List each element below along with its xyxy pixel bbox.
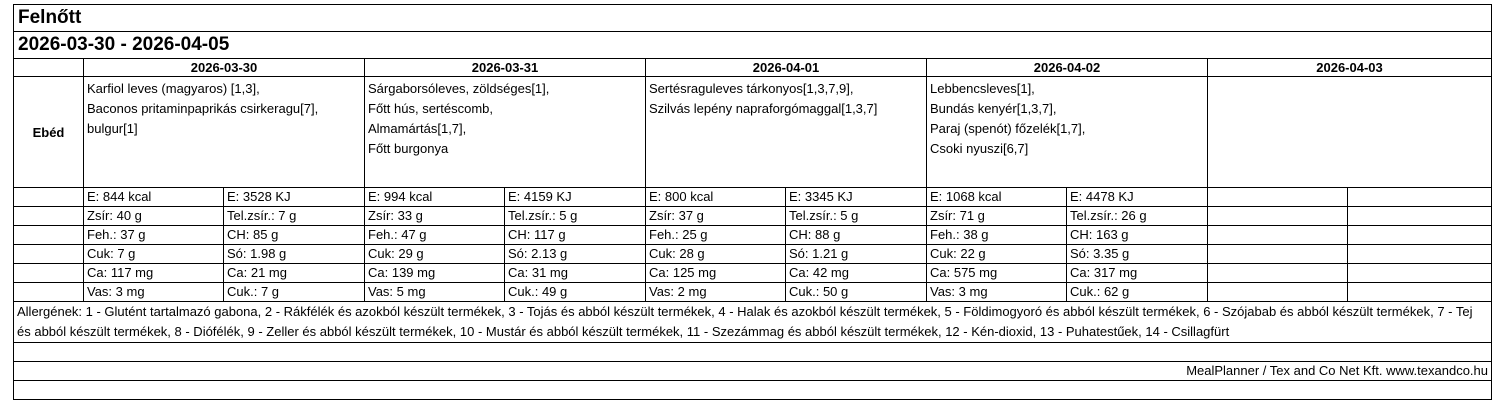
menu-item: Paraj (spenót) főzelék[1,7], — [930, 121, 1086, 136]
menu-item: Almamártás[1,7], — [368, 121, 467, 136]
nutrition-value — [1348, 188, 1492, 207]
nutrition-value: Cuk: 7 g — [84, 245, 224, 264]
nutrition-value: E: 4478 KJ — [1067, 188, 1208, 207]
nutrition-value: E: 3345 KJ — [786, 188, 927, 207]
nutrition-value: Ca: 117 mg — [84, 264, 224, 283]
nutrition-value: Tel.zsír.: 5 g — [505, 207, 646, 226]
day-date: 2026-04-01 — [646, 59, 927, 77]
nutrition-value: Cuk.: 62 g — [1067, 283, 1208, 302]
nutrition-value: E: 994 kcal — [365, 188, 505, 207]
nutrition-value — [1208, 283, 1348, 302]
nutrition-value: Vas: 5 mg — [365, 283, 505, 302]
day-menu — [84, 77, 365, 188]
menu-row — [14, 77, 1492, 188]
nutrition-value: Cuk.: 50 g — [786, 283, 927, 302]
nutrition-row — [14, 245, 1492, 264]
nutrition-value: Feh.: 38 g — [927, 226, 1067, 245]
nutrition-value: Ca: 125 mg — [646, 264, 786, 283]
nutrition-row — [14, 188, 1492, 207]
nutrition-value: Zsír: 40 g — [84, 207, 224, 226]
week-range: 2026-03-30 - 2026-04-05 — [14, 32, 1492, 59]
nutrition-value: CH: 88 g — [786, 226, 927, 245]
nutrition-value — [1208, 264, 1348, 283]
nutrition-value: Feh.: 25 g — [646, 226, 786, 245]
nutrition-value: Ca: 317 mg — [1067, 264, 1208, 283]
nutrition-value: CH: 85 g — [224, 226, 365, 245]
nutrition-value: Cuk.: 7 g — [224, 283, 365, 302]
menu-item: Lebbencsleves[1], — [930, 81, 1035, 96]
nutrition-value: Tel.zsír.: 5 g — [786, 207, 927, 226]
day-date: 2026-03-30 — [84, 59, 365, 77]
menu-table — [13, 4, 1492, 400]
nutrition-value: E: 800 kcal — [646, 188, 786, 207]
nutrition-value — [1208, 226, 1348, 245]
nutrition-value: Vas: 3 mg — [84, 283, 224, 302]
nutrition-value — [1208, 245, 1348, 264]
menu-item: bulgur[1] — [87, 121, 138, 136]
corner-cell — [14, 59, 84, 77]
nutrition-value — [1348, 226, 1492, 245]
nutrition-value: Tel.zsír.: 7 g — [224, 207, 365, 226]
day-date: 2026-03-31 — [365, 59, 646, 77]
day-menu — [646, 77, 927, 188]
nutrition-label-cell — [14, 188, 84, 207]
group-title: Felnőtt — [14, 5, 1492, 32]
nutrition-value: E: 3528 KJ — [224, 188, 365, 207]
day-menu — [927, 77, 1208, 188]
date-header-row — [14, 59, 1492, 77]
nutrition-value: Cuk: 22 g — [927, 245, 1067, 264]
nutrition-value: Cuk: 29 g — [365, 245, 505, 264]
nutrition-value: E: 1068 kcal — [927, 188, 1067, 207]
nutrition-value: Só: 1.98 g — [224, 245, 365, 264]
day-menu — [1208, 77, 1492, 188]
nutrition-value — [1348, 207, 1492, 226]
spacer-row — [14, 343, 1492, 362]
footer-credit: MealPlanner / Tex and Co Net Kft. www.texandco.hu — [14, 362, 1492, 381]
nutrition-value: Ca: 42 mg — [786, 264, 927, 283]
nutrition-value: Tel.zsír.: 26 g — [1067, 207, 1208, 226]
nutrition-row — [14, 207, 1492, 226]
menu-item: Csoki nyuszi[6,7] — [930, 141, 1029, 156]
menu-item: Főtt burgonya — [368, 141, 449, 156]
nutrition-value: Zsír: 37 g — [646, 207, 786, 226]
nutrition-label-cell — [14, 283, 84, 302]
nutrition-value: E: 844 kcal — [84, 188, 224, 207]
nutrition-label-cell — [14, 207, 84, 226]
nutrition-value: CH: 163 g — [1067, 226, 1208, 245]
nutrition-value — [1348, 264, 1492, 283]
menu-item: Sertésraguleves tárkonyos[1,3,7,9], — [649, 81, 854, 96]
nutrition-row — [14, 283, 1492, 302]
spacer-row — [14, 381, 1492, 400]
day-date: 2026-04-03 — [1208, 59, 1492, 77]
menu-item: Bundás kenyér[1,3,7], — [930, 101, 1057, 116]
nutrition-value: CH: 117 g — [505, 226, 646, 245]
nutrition-value: Cuk: 28 g — [646, 245, 786, 264]
nutrition-value: Zsír: 71 g — [927, 207, 1067, 226]
menu-item: Baconos pritaminpaprikás csirkeragu[7], — [87, 101, 319, 116]
nutrition-label-cell — [14, 264, 84, 283]
nutrition-value: Vas: 3 mg — [927, 283, 1067, 302]
nutrition-value: Ca: 31 mg — [505, 264, 646, 283]
menu-item: Sárgaborsóleves, zöldséges[1], — [368, 81, 550, 96]
nutrition-label-cell — [14, 245, 84, 264]
nutrition-row — [14, 264, 1492, 283]
nutrition-label-cell — [14, 226, 84, 245]
nutrition-value: Só: 1.21 g — [786, 245, 927, 264]
nutrition-value: Ca: 21 mg — [224, 264, 365, 283]
nutrition-value: Só: 3.35 g — [1067, 245, 1208, 264]
nutrition-value: E: 4159 KJ — [505, 188, 646, 207]
nutrition-value — [1348, 245, 1492, 264]
menu-sheet — [13, 4, 1491, 400]
nutrition-value: Feh.: 37 g — [84, 226, 224, 245]
nutrition-value — [1208, 188, 1348, 207]
nutrition-value: Zsír: 33 g — [365, 207, 505, 226]
menu-item: Főtt hús, sertéscomb, — [368, 101, 493, 116]
day-date: 2026-04-02 — [927, 59, 1208, 77]
menu-item: Karfiol leves (magyaros) [1,3], — [87, 81, 260, 96]
nutrition-row — [14, 226, 1492, 245]
nutrition-value — [1348, 283, 1492, 302]
nutrition-value: Feh.: 47 g — [365, 226, 505, 245]
nutrition-value: Ca: 139 mg — [365, 264, 505, 283]
day-menu — [365, 77, 646, 188]
meal-label: Ebéd — [14, 77, 84, 188]
menu-table-body — [14, 5, 1492, 400]
nutrition-value: Cuk.: 49 g — [505, 283, 646, 302]
nutrition-value — [1208, 207, 1348, 226]
nutrition-value: Ca: 575 mg — [927, 264, 1067, 283]
menu-item: Szilvás lepény napraforgómaggal[1,3,7] — [649, 101, 878, 116]
nutrition-value: Vas: 2 mg — [646, 283, 786, 302]
nutrition-value: Só: 2.13 g — [505, 245, 646, 264]
allergen-legend: Allergének: 1 - Glutént tartalmazó gabona, 2 - Rákfélék és azokból készült termékek, 3 - Tojás és abból készült termékek, 4 - Halak és azokból készült termékek, 5 - Földimogyoró és abból készült termékek, 6 - Szójabab és abból készült termékek, 7 - Tej és abból készült termékek, 8 - Diófélék, 9 - Zeller és abból készült termékek, 10 - Mustár és abból készült termékek, 11 - Szezámmag és abból készült termékek, 12 - Kén-dioxid, 13 - Puhatestűek, 14 - Csillagfürt — [14, 302, 1492, 343]
